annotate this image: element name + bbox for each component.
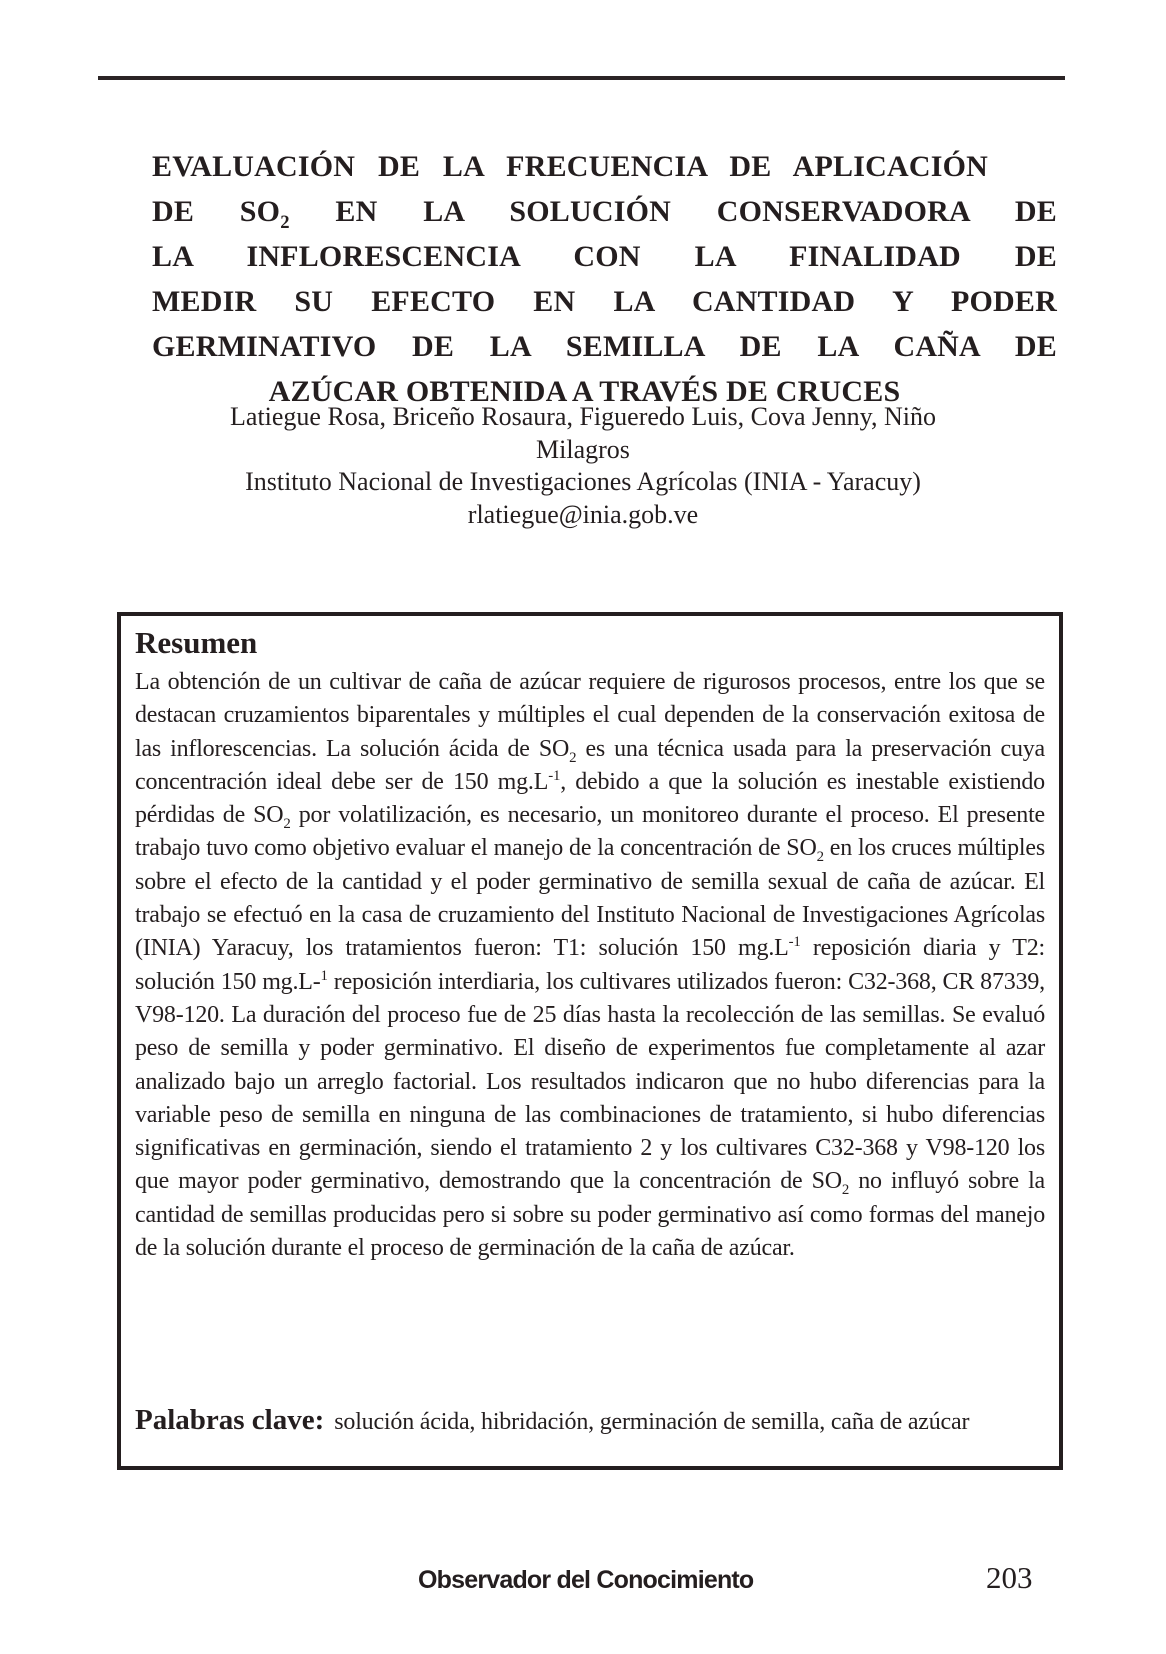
authors-line-1: Latiegue Rosa, Briceño Rosaura, Figueredo Luis, Cova Jenny, Niño	[230, 402, 936, 431]
authors-line-2: Milagros	[536, 434, 630, 464]
article-title-line: EVALUACIÓN DE LA FRECUENCIA DE APLICACIÓN	[152, 150, 988, 183]
abstract-heading: Resumen	[135, 625, 258, 660]
article-title-line: MEDIR SU EFECTO EN LA CANTIDAD Y PODER	[152, 285, 1057, 318]
author-email: rlatiegue@inia.gob.ve	[467, 499, 699, 529]
authors-block	[110, 401, 1056, 531]
page-number: 203	[986, 1560, 1033, 1595]
keywords-text: solución ácida, hibridación, germinación de semilla, caña de azúcar	[334, 1409, 970, 1435]
affiliation: Instituto Nacional de Investigaciones Agrícolas (INIA - Yaracuy)	[245, 467, 921, 496]
abstract-box	[117, 612, 1063, 1470]
article-title	[152, 144, 1057, 414]
keywords-block	[135, 1402, 1045, 1440]
abstract-text: La obtención de un cultivar de caña de azúcar requiere de rigurosos procesos, entre los que se destacan cruzamientos biparentales y múltiples el cual dependen de la conservación exitosa de las inflorescencias. La solución ácida de $SO_2$ es una técnica usada para la preservación cuya concentración ideal debe ser de 150 $mg.L^{-1}$, debido a que la solución es inestable existiendo pérdidas de $SO_2$ por volatilización, es necesario, un monitoreo durante el proceso. El presente trabajo tuvo como objetivo evaluar el manejo de la concentración de $SO_2$ en los cruces múltiples sobre el efecto de la cantidad y el poder germinativo de semilla sexual de caña de azúcar. El trabajo se efectuó en la casa de cruzamiento del Instituto Nacional de Investigaciones Agrícolas (INIA) Yaracuy, los tratamientos fueron: T1: solución 150 $mg.L^{-1}$ reposición diaria y T2: solución 150 mg.L-$^1$ reposición interdiaria, los cultivares utilizados fueron: C32-368, CR 87339, V98-120. La duración del proceso fue de 25 días hasta la recolección de las semillas. Se evaluó peso de semilla y poder germinativo. El diseño de experimentos fue completamente al azar analizado bajo un arreglo factorial. Los resultados indicaron que no hubo diferencias para la variable peso de semilla en ninguna de las combinaciones de tratamiento, si hubo diferencias significativas en germinación, siendo el tratamiento 2 y los cultivares C32-368 y V98-120 los que mayor poder germinativo, demostrando que la concentración de $SO_2$ no influyó sobre la cantidad de semillas producidas pero si sobre su poder germinativo así como formas del manejo de la solución durante el proceso de germinación de la caña de azúcar.	[135, 669, 1046, 1262]
article-title-line: GERMINATIVO DE LA SEMILLA DE LA CAÑA DE	[152, 330, 1057, 363]
journal-name: Observador del Conocimiento	[418, 1566, 754, 1594]
article-title-line: DE $SO_2$ EN LA SOLUCIÓN CONSERVADORA DE	[152, 195, 1057, 233]
article-title-line: LA INFLORESCENCIA CON LA FINALIDAD DE	[152, 240, 1057, 273]
article-title-line: AZÚCAR OBTENIDA A TRAVÉS DE CRUCES	[268, 375, 901, 408]
keywords-label: Palabras clave:	[135, 1404, 325, 1436]
top-rule	[98, 76, 1065, 80]
